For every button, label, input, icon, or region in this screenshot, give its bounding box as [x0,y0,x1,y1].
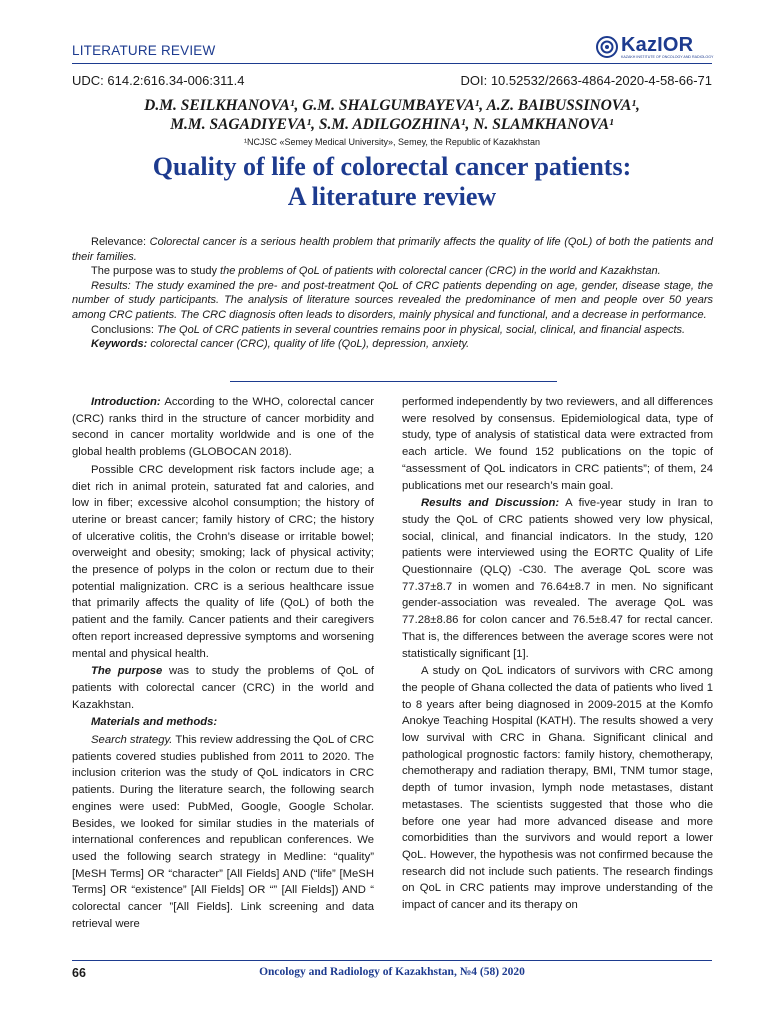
footer-rule [72,960,712,961]
continuation-paragraph: performed independently by two reviewers, and all differences were resolved by consensus. Epidemiological data, type of study, type of analysis of statistical data were extracted from each article. We found 152 publications on the topic of “assessment of QoL indicators in CRC patients”; of them, 24 publications met our research’s main goal. [402,396,713,492]
search-label: Search strategy. [91,734,173,747]
doi-link[interactable]: DOI: 10.52532/2663-4864-2020-4-58-66-71 [460,73,712,88]
logo-subtext: KAZAKH INSTITUTE OF ONCOLOGY AND RADIOLOGY [621,55,714,59]
abstract-relevance [72,235,713,264]
abstract-purpose [72,264,713,279]
results-paragraph [402,495,713,662]
purpose-label: The purpose [91,665,163,678]
abstract-results [72,279,713,323]
results-text: Results: The study examined the pre- and post-treatment QoL of CRC patients depending on age, gender, disease stage, the number of study participants. The analysis of literature sources revealed the predominance of men and people over 50 years among CRC patients. The CRC diagnosis often leads to disorders, mainly physical and functional, and a decrease in performance. [72,279,713,321]
ghana-paragraph: A study on QoL indicators of survivors with CRC among the people of Ghana collected the data of patients who lived 1 to 8 years after being diagnosed in 2009-2015 at the Komfo Anokye Teaching Hospital (KATH). The results showed a very low survival with CRC in Ghana. Significant clinical and pathological prognostic factors: family history, chemotherapy, chemotherapy and radiation therapy, BMI, TNM tumor stage, depth of tumor invasion, lymph node metastases, distant metastases. The scientists suggested that those who die before one year had more advanced disease and more comorbidities than the survivors and would report a lower QoL. However, the hypothesis was not confirmed because the research did not include such patients. The research findings on QoL in CRC patients may improve understanding of the impact of cancer and its therapy on [402,665,713,912]
search-text: This review addressing the QoL of CRC patients covered studies published from 2011 to 2020. The inclusion criterion was the study of QoL indicators in CRC patients. During the literature search, the following search engines were used: PubMed, Google, Google Scholar. Besides, we looked for similar studies in the materials of international conferences and republican conferences. We used the following search strategy in Medline: “quality” [MeSH Terms] OR “character” [All Fields] AND (“life” [MeSH Terms] OR “existence” [All Fields] OR “” [All Fields]) AND “ colorectal cancer ”[All Fields]. Link screening and data retrieval were [72,734,374,930]
title-line-1: Quality of life of colorectal cancer patients: [152,152,632,181]
conclusions-label: Conclusions: [91,323,154,336]
abstract-divider [230,381,557,382]
intro-paragraph [72,394,374,461]
intro-text: According to the WHO, colorectal cancer (CRC) ranks third in the structure of cancer morbidity and second in cancer mortality worldwide and is one of the global health problems (GLOBOCAN 2018). [72,396,375,459]
affiliation: ¹NCJSC «Semey Medical University», Semey, the Republic of Kazakhstan [244,137,540,147]
logo-emblem-icon [596,36,618,58]
purpose-paragraph [72,663,374,713]
keywords-text: colorectal cancer (CRC), quality of life (QoL), depression, anxiety. [150,338,470,351]
risk-paragraph: Possible CRC development risk factors include age; a diet rich in animal protein, saturated fat and calories, and low in fiber; excessive alcohol consumption; the history of uterine or breast cancer; family history of CRC; the history of ulcerative colitis, the Crohn’s disease or irritable bowel; overweight and obesity; smoking; lack of physical activity; the presence of polyps in the colon or rectum due to their potential malignization. CRC is a serious healthcare issue that primarily affects the quality of life (QoL) of both the patient and the family. Cancer patients and their caregivers often report increased depressive symptoms and worsening mental and physical health. [72,463,374,660]
logo-wordmark: KazIOR [621,34,694,56]
intro-label: Introduction: [91,396,161,408]
body-column-right [402,394,713,915]
abstract-keywords [72,337,713,352]
author-line-2: M.M. SAGADIYEVA¹, S.M. ADILGOZHINA¹, N. SLAMKHANOVA¹ [170,116,614,133]
article-title [72,152,712,212]
results-body: A five-year study in Iran to study the QoL of CRC patients showed very low physical, social, clinical, and financial indicators. In the study, 120 patients were interviewed using the EORTC Quality of Life Questionnaire (QLQ) -C30. The average QoL score was 77.37±8.7 in women and 76.64±8.7 in men. No significant gender-association was revealed. The average QoL was 77.28±8.86 for colon cancer and 76.5±8.47 for rectal cancer. That is, the differences between the average scores were not statistically significant [1]. [402,497,714,660]
journal-name: Oncology and Radiology of Kazakhstan, №4 (58) 2020 [259,966,525,978]
section-label: LITERATURE REVIEW [72,43,216,58]
author-line-1: D.M. SEILKHANOVA¹, G.M. SHALGUMBAYEVA¹, A.Z. BAIBUSSINOVA¹, [144,97,640,114]
conclusions-text: The QoL of CRC patients in several countries remains poor in physical, social, clinical, and financial aspects. [157,323,686,336]
methods-label: Materials and methods: [91,716,218,729]
abstract [72,235,713,352]
page-number: 66 [72,966,86,980]
journal-logo [596,34,714,64]
relevance-text: Colorectal cancer is a serious health problem that primarily affects the quality of life (QoL) of both the patients and their families. [72,236,714,263]
keywords-label: Keywords: [91,338,148,351]
author-list [72,96,712,134]
relevance-label: Relevance: [91,236,147,248]
purpose-text: the problems of QoL of patients with colorectal cancer (CRC) in the world and Kazakhstan. [220,265,661,278]
abstract-conclusions [72,323,713,338]
purpose-prefix: The purpose was to study [91,265,217,278]
purpose-body: was to study the problems of QoL of patients with colorectal cancer (CRC) in the world and Kazakhstan. [72,665,374,711]
methods-heading [72,714,374,731]
search-paragraph [72,732,374,932]
results-label: Results and Discussion: [421,497,560,510]
body-column-left [72,394,374,934]
udc-code: UDC: 614.2:616.34-006:311.4 [72,73,245,88]
title-line-2: A literature review [287,182,497,211]
